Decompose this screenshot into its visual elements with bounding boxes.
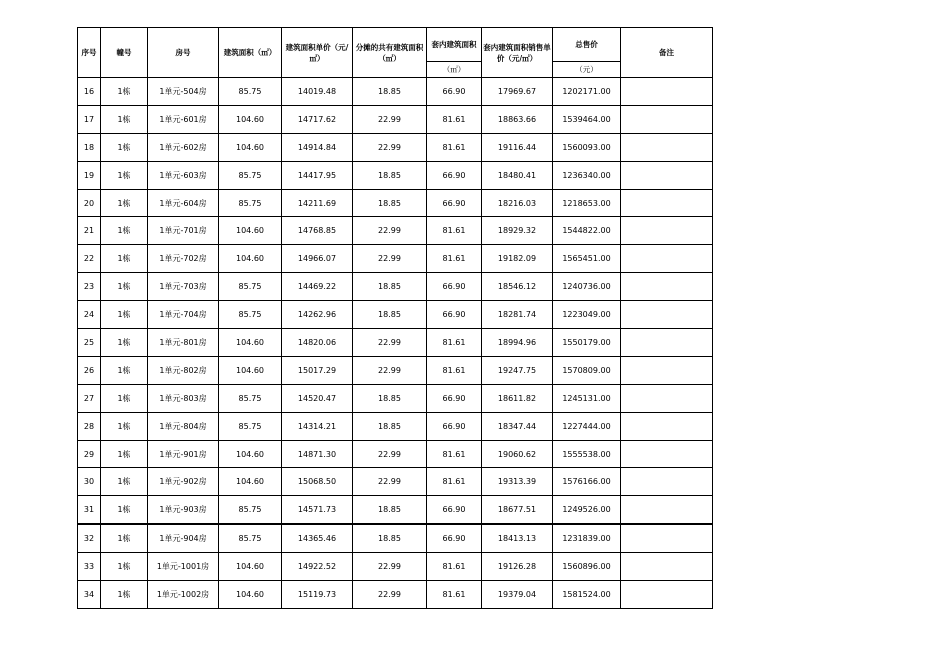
cell-area: 104.60 <box>219 329 282 357</box>
cell-seq: 23 <box>78 273 101 301</box>
cell-area: 85.75 <box>219 384 282 412</box>
cell-total: 1544822.00 <box>553 217 621 245</box>
cell-building: 1栋 <box>101 189 148 217</box>
cell-room: 1单元-901房 <box>148 440 219 468</box>
cell-area: 85.75 <box>219 189 282 217</box>
cell-total: 1560093.00 <box>553 133 621 161</box>
table-row <box>78 496 713 524</box>
cell-inner-area: 81.61 <box>427 468 482 496</box>
cell-room: 1单元-803房 <box>148 384 219 412</box>
cell-building: 1栋 <box>101 329 148 357</box>
cell-building: 1栋 <box>101 412 148 440</box>
cell-building: 1栋 <box>101 105 148 133</box>
header-shared-area: 分摊的共有建筑面积（㎡） <box>353 28 427 78</box>
cell-shared-area: 22.99 <box>353 105 427 133</box>
cell-area: 85.75 <box>219 78 282 106</box>
table-body <box>78 78 713 609</box>
cell-room: 1单元-802房 <box>148 356 219 384</box>
cell-area-price: 14820.06 <box>282 329 353 357</box>
cell-inner-price: 19379.04 <box>482 581 553 609</box>
cell-note <box>621 273 713 301</box>
cell-area-price: 14469.22 <box>282 273 353 301</box>
cell-area: 85.75 <box>219 273 282 301</box>
cell-note <box>621 581 713 609</box>
cell-area: 85.75 <box>219 496 282 524</box>
header-building: 幢号 <box>101 28 148 78</box>
cell-inner-price: 19313.39 <box>482 468 553 496</box>
cell-shared-area: 22.99 <box>353 581 427 609</box>
cell-seq: 26 <box>78 356 101 384</box>
cell-inner-price: 18546.12 <box>482 273 553 301</box>
cell-room: 1单元-603房 <box>148 161 219 189</box>
cell-room: 1单元-504房 <box>148 78 219 106</box>
cell-note <box>621 553 713 581</box>
cell-area: 104.60 <box>219 468 282 496</box>
cell-inner-area: 81.61 <box>427 553 482 581</box>
cell-inner-area: 66.90 <box>427 384 482 412</box>
cell-inner-price: 19060.62 <box>482 440 553 468</box>
cell-shared-area: 18.85 <box>353 496 427 524</box>
cell-building: 1栋 <box>101 496 148 524</box>
cell-note <box>621 412 713 440</box>
cell-note <box>621 133 713 161</box>
cell-total: 1231839.00 <box>553 524 621 552</box>
cell-inner-price: 19182.09 <box>482 245 553 273</box>
cell-inner-area: 81.61 <box>427 217 482 245</box>
cell-seq: 28 <box>78 412 101 440</box>
cell-seq: 31 <box>78 496 101 524</box>
cell-note <box>621 78 713 106</box>
cell-note <box>621 301 713 329</box>
cell-area: 85.75 <box>219 524 282 552</box>
header-note: 备注 <box>621 28 713 78</box>
cell-area: 85.75 <box>219 161 282 189</box>
table-row <box>78 356 713 384</box>
cell-area: 104.60 <box>219 356 282 384</box>
cell-building: 1栋 <box>101 217 148 245</box>
table-row <box>78 78 713 106</box>
cell-inner-price: 17969.67 <box>482 78 553 106</box>
table-row <box>78 217 713 245</box>
cell-area-price: 14914.84 <box>282 133 353 161</box>
cell-inner-price: 18216.03 <box>482 189 553 217</box>
cell-shared-area: 22.99 <box>353 245 427 273</box>
cell-room: 1单元-1001房 <box>148 553 219 581</box>
cell-room: 1单元-703房 <box>148 273 219 301</box>
cell-building: 1栋 <box>101 78 148 106</box>
cell-shared-area: 22.99 <box>353 329 427 357</box>
cell-building: 1栋 <box>101 133 148 161</box>
cell-total: 1249526.00 <box>553 496 621 524</box>
cell-total: 1240736.00 <box>553 273 621 301</box>
cell-note <box>621 189 713 217</box>
cell-seq: 22 <box>78 245 101 273</box>
cell-inner-area: 66.90 <box>427 273 482 301</box>
cell-shared-area: 18.85 <box>353 384 427 412</box>
cell-area-price: 15017.29 <box>282 356 353 384</box>
table-row <box>78 524 713 552</box>
cell-building: 1栋 <box>101 356 148 384</box>
cell-building: 1栋 <box>101 524 148 552</box>
cell-area: 104.60 <box>219 553 282 581</box>
cell-shared-area: 22.99 <box>353 356 427 384</box>
cell-note <box>621 161 713 189</box>
cell-area-price: 14571.73 <box>282 496 353 524</box>
table-row <box>78 189 713 217</box>
cell-area: 104.60 <box>219 245 282 273</box>
cell-shared-area: 18.85 <box>353 78 427 106</box>
cell-inner-price: 18863.66 <box>482 105 553 133</box>
cell-total: 1218653.00 <box>553 189 621 217</box>
cell-note <box>621 245 713 273</box>
cell-seq: 34 <box>78 581 101 609</box>
cell-area-price: 14922.52 <box>282 553 353 581</box>
cell-inner-price: 18413.13 <box>482 524 553 552</box>
cell-note <box>621 524 713 552</box>
cell-shared-area: 22.99 <box>353 553 427 581</box>
cell-total: 1236340.00 <box>553 161 621 189</box>
cell-inner-area: 66.90 <box>427 301 482 329</box>
cell-total: 1576166.00 <box>553 468 621 496</box>
table-row <box>78 245 713 273</box>
cell-room: 1单元-801房 <box>148 329 219 357</box>
cell-building: 1栋 <box>101 440 148 468</box>
cell-inner-area: 81.61 <box>427 581 482 609</box>
cell-area: 104.60 <box>219 217 282 245</box>
cell-room: 1单元-904房 <box>148 524 219 552</box>
header-seq: 序号 <box>78 28 101 78</box>
cell-inner-price: 18994.96 <box>482 329 553 357</box>
cell-area-price: 14211.69 <box>282 189 353 217</box>
cell-building: 1栋 <box>101 384 148 412</box>
cell-room: 1单元-604房 <box>148 189 219 217</box>
cell-area-price: 14314.21 <box>282 412 353 440</box>
cell-seq: 32 <box>78 524 101 552</box>
cell-inner-area: 81.61 <box>427 133 482 161</box>
table-row <box>78 468 713 496</box>
cell-total: 1565451.00 <box>553 245 621 273</box>
table-row <box>78 384 713 412</box>
cell-total: 1539464.00 <box>553 105 621 133</box>
cell-building: 1栋 <box>101 273 148 301</box>
header-total: 总售价 <box>553 28 621 62</box>
table-row <box>78 301 713 329</box>
header-total-unit: （元） <box>553 62 621 78</box>
cell-shared-area: 18.85 <box>353 273 427 301</box>
cell-note <box>621 217 713 245</box>
cell-room: 1单元-702房 <box>148 245 219 273</box>
cell-inner-area: 81.61 <box>427 329 482 357</box>
cell-seq: 33 <box>78 553 101 581</box>
cell-seq: 29 <box>78 440 101 468</box>
cell-note <box>621 384 713 412</box>
cell-shared-area: 18.85 <box>353 161 427 189</box>
cell-note <box>621 105 713 133</box>
cell-area-price: 14417.95 <box>282 161 353 189</box>
table-row <box>78 273 713 301</box>
cell-inner-area: 81.61 <box>427 440 482 468</box>
cell-building: 1栋 <box>101 553 148 581</box>
cell-inner-area: 81.61 <box>427 245 482 273</box>
cell-area: 104.60 <box>219 105 282 133</box>
cell-inner-price: 18347.44 <box>482 412 553 440</box>
cell-area-price: 14717.62 <box>282 105 353 133</box>
cell-note <box>621 356 713 384</box>
cell-room: 1单元-902房 <box>148 468 219 496</box>
cell-room: 1单元-704房 <box>148 301 219 329</box>
cell-note <box>621 496 713 524</box>
table-row <box>78 553 713 581</box>
cell-seq: 27 <box>78 384 101 412</box>
cell-building: 1栋 <box>101 245 148 273</box>
cell-total: 1581524.00 <box>553 581 621 609</box>
cell-shared-area: 22.99 <box>353 133 427 161</box>
cell-room: 1单元-1002房 <box>148 581 219 609</box>
header-area: 建筑面积（㎡） <box>219 28 282 78</box>
cell-inner-area: 66.90 <box>427 524 482 552</box>
table-row <box>78 161 713 189</box>
cell-shared-area: 22.99 <box>353 440 427 468</box>
cell-area-price: 14768.85 <box>282 217 353 245</box>
cell-area: 104.60 <box>219 440 282 468</box>
cell-inner-price: 18611.82 <box>482 384 553 412</box>
table-row <box>78 105 713 133</box>
cell-area: 104.60 <box>219 581 282 609</box>
cell-room: 1单元-701房 <box>148 217 219 245</box>
cell-inner-area: 81.61 <box>427 105 482 133</box>
cell-area-price: 15068.50 <box>282 468 353 496</box>
header-inner-area: 套内建筑面积 <box>427 28 482 62</box>
cell-shared-area: 18.85 <box>353 301 427 329</box>
cell-area: 85.75 <box>219 301 282 329</box>
cell-total: 1227444.00 <box>553 412 621 440</box>
cell-note <box>621 329 713 357</box>
cell-inner-area: 66.90 <box>427 161 482 189</box>
cell-building: 1栋 <box>101 301 148 329</box>
cell-area: 104.60 <box>219 133 282 161</box>
cell-total: 1550179.00 <box>553 329 621 357</box>
header-row <box>78 28 713 62</box>
cell-inner-price: 18480.41 <box>482 161 553 189</box>
cell-building: 1栋 <box>101 161 148 189</box>
cell-note <box>621 468 713 496</box>
cell-room: 1单元-602房 <box>148 133 219 161</box>
cell-shared-area: 22.99 <box>353 217 427 245</box>
cell-seq: 21 <box>78 217 101 245</box>
cell-seq: 16 <box>78 78 101 106</box>
cell-shared-area: 22.99 <box>353 468 427 496</box>
cell-inner-price: 19126.28 <box>482 553 553 581</box>
cell-inner-area: 66.90 <box>427 496 482 524</box>
cell-room: 1单元-804房 <box>148 412 219 440</box>
cell-inner-area: 66.90 <box>427 412 482 440</box>
cell-inner-price: 18677.51 <box>482 496 553 524</box>
cell-seq: 20 <box>78 189 101 217</box>
table-row <box>78 581 713 609</box>
cell-seq: 25 <box>78 329 101 357</box>
cell-area-price: 15119.73 <box>282 581 353 609</box>
cell-seq: 18 <box>78 133 101 161</box>
cell-area-price: 14019.48 <box>282 78 353 106</box>
cell-total: 1555538.00 <box>553 440 621 468</box>
cell-inner-area: 81.61 <box>427 356 482 384</box>
cell-area-price: 14520.47 <box>282 384 353 412</box>
cell-seq: 19 <box>78 161 101 189</box>
cell-seq: 30 <box>78 468 101 496</box>
cell-inner-price: 18281.74 <box>482 301 553 329</box>
cell-inner-area: 66.90 <box>427 78 482 106</box>
cell-inner-price: 18929.32 <box>482 217 553 245</box>
header-room: 房号 <box>148 28 219 78</box>
table-row <box>78 329 713 357</box>
cell-area-price: 14262.96 <box>282 301 353 329</box>
cell-building: 1栋 <box>101 468 148 496</box>
header-inner-price: 套内建筑面积销售单价（元/㎡） <box>482 28 553 78</box>
cell-shared-area: 18.85 <box>353 189 427 217</box>
cell-note <box>621 440 713 468</box>
table-row <box>78 133 713 161</box>
cell-total: 1223049.00 <box>553 301 621 329</box>
cell-inner-area: 66.90 <box>427 189 482 217</box>
cell-area: 85.75 <box>219 412 282 440</box>
cell-area-price: 14365.46 <box>282 524 353 552</box>
cell-inner-price: 19116.44 <box>482 133 553 161</box>
cell-total: 1202171.00 <box>553 78 621 106</box>
cell-shared-area: 18.85 <box>353 524 427 552</box>
cell-room: 1单元-903房 <box>148 496 219 524</box>
header-area-price: 建筑面积单价（元/㎡） <box>282 28 353 78</box>
table-row <box>78 440 713 468</box>
cell-total: 1560896.00 <box>553 553 621 581</box>
cell-shared-area: 18.85 <box>353 412 427 440</box>
cell-total: 1245131.00 <box>553 384 621 412</box>
cell-area-price: 14966.07 <box>282 245 353 273</box>
cell-seq: 17 <box>78 105 101 133</box>
table-row <box>78 412 713 440</box>
cell-building: 1栋 <box>101 581 148 609</box>
header-inner-area-unit: （㎡） <box>427 62 482 78</box>
cell-area-price: 14871.30 <box>282 440 353 468</box>
price-table <box>77 27 713 609</box>
cell-inner-price: 19247.75 <box>482 356 553 384</box>
cell-seq: 24 <box>78 301 101 329</box>
cell-total: 1570809.00 <box>553 356 621 384</box>
cell-room: 1单元-601房 <box>148 105 219 133</box>
